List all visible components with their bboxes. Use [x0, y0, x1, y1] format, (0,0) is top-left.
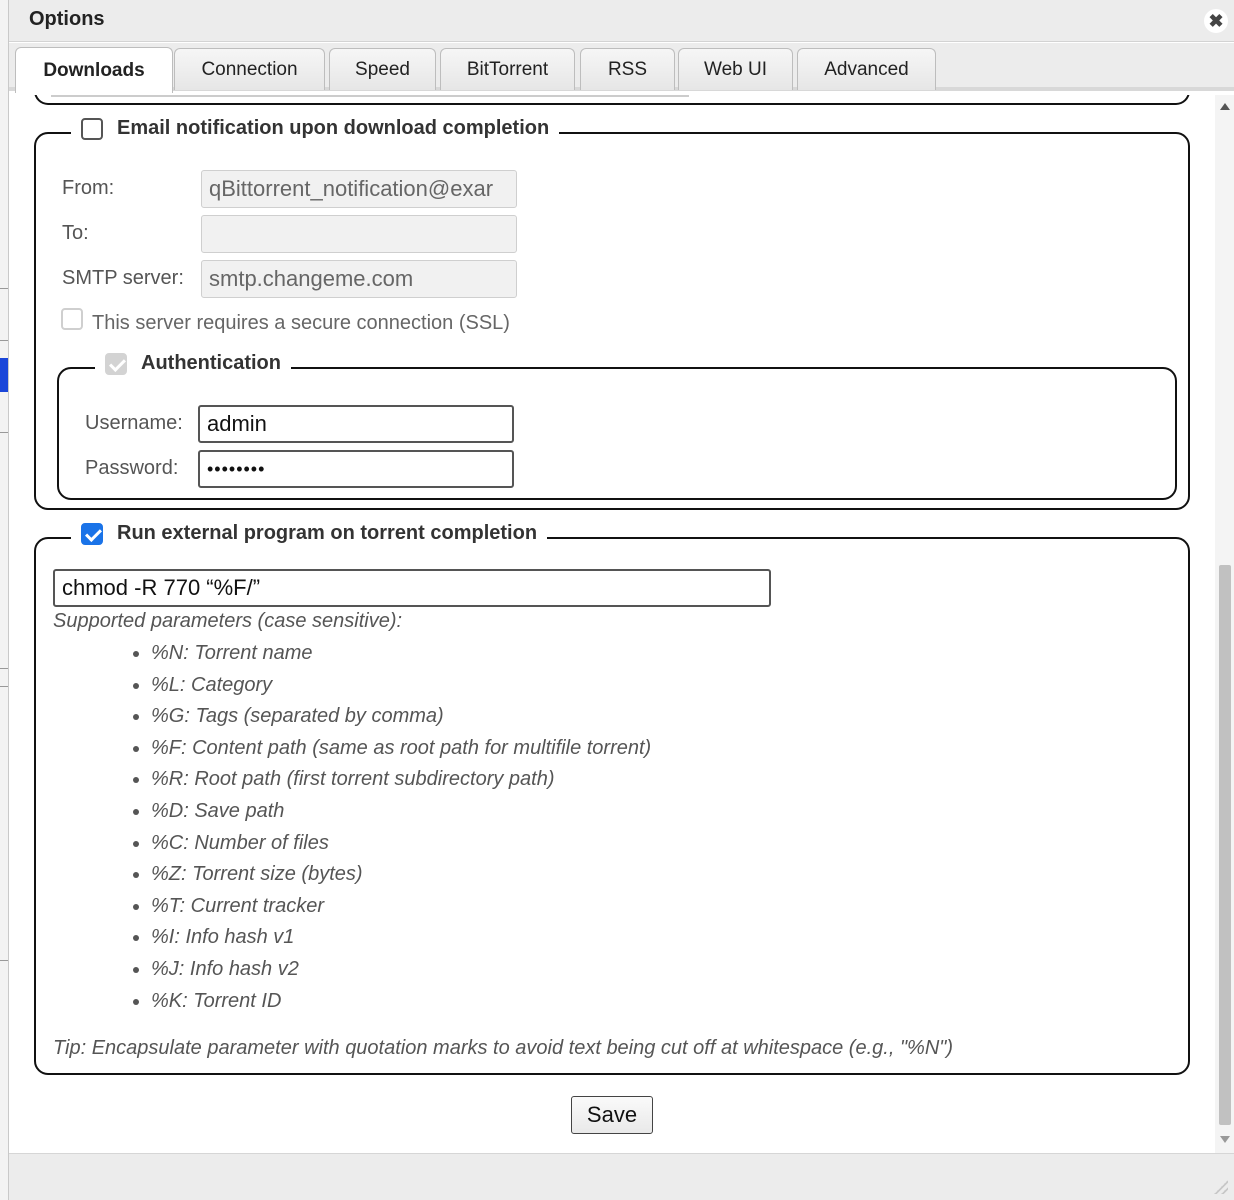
supported-parameters-heading: Supported parameters (case sensitive): — [53, 610, 403, 632]
authentication-checkbox[interactable] — [105, 353, 127, 375]
external-program-command-field[interactable]: chmod -R 770 “%F/” — [53, 569, 771, 607]
close-button[interactable] — [1204, 9, 1228, 33]
tab-speed[interactable]: Speed — [329, 48, 436, 90]
username-field[interactable]: admin — [198, 405, 514, 443]
resize-grip-icon[interactable] — [1214, 1180, 1228, 1194]
parameter-item: • %G: Tags (separated by comma) — [151, 701, 651, 733]
parameter-item: • %T: Current tracker — [151, 891, 651, 923]
scroll-up-arrow-icon[interactable] — [1220, 103, 1230, 110]
options-content — [9, 95, 1215, 1153]
quotation-tip: Tip: Encapsulate parameter with quotation marks to avoid text being cut off at whitespace (e.g., "%N") — [53, 1037, 954, 1059]
scroll-down-arrow-icon[interactable] — [1220, 1136, 1230, 1143]
tab-downloads[interactable]: Downloads — [15, 47, 173, 93]
parameter-item: • %C: Number of files — [151, 828, 651, 860]
parameter-item: • %F: Content path (same as root path for multifile torrent) — [151, 733, 651, 765]
parameter-item: • %D: Save path — [151, 796, 651, 828]
ssl-label: This server requires a secure connection (SSL) — [92, 312, 510, 334]
parameter-item: • %N: Torrent name — [151, 638, 651, 670]
supported-parameters-list — [113, 638, 651, 1017]
parameter-item: • %R: Root path (first torrent subdirectory path) — [151, 764, 651, 796]
run-external-checkbox[interactable] — [81, 523, 103, 545]
smtp-server-label: SMTP server: — [62, 267, 184, 289]
smtp-server-field[interactable]: smtp.changeme.com — [201, 260, 517, 298]
tab-web-ui[interactable]: Web UI — [678, 48, 793, 90]
tab-rss[interactable]: RSS — [580, 48, 675, 90]
tab-bar — [9, 43, 1234, 91]
dialog-footer — [9, 1153, 1234, 1200]
from-field[interactable]: qBittorrent_notification@exar — [201, 170, 517, 208]
run-external-title: Run external program on torrent completion — [117, 522, 538, 544]
parameter-item: • %L: Category — [151, 670, 651, 702]
dialog-title: Options — [29, 8, 105, 30]
parameter-item: • %K: Torrent ID — [151, 986, 651, 1018]
tab-connection[interactable]: Connection — [174, 48, 325, 90]
title-bar[interactable] — [9, 0, 1234, 42]
password-field[interactable]: •••••••• — [198, 450, 514, 488]
authentication-legend — [95, 352, 291, 375]
parameter-item: • %J: Info hash v2 — [151, 954, 651, 986]
parameter-item: • %I: Info hash v1 — [151, 922, 651, 954]
username-label: Username: — [85, 412, 183, 434]
parameter-item: • %Z: Torrent size (bytes) — [151, 859, 651, 891]
from-label: From: — [62, 177, 115, 199]
vertical-scrollbar[interactable] — [1215, 95, 1234, 1153]
run-external-legend — [71, 522, 547, 545]
password-label: Password: — [85, 457, 179, 479]
save-button[interactable]: Save — [571, 1096, 653, 1134]
options-dialog — [8, 0, 1234, 1200]
to-label: To: — [62, 222, 89, 244]
email-notification-title: Email notification upon download completion — [117, 117, 550, 139]
authentication-title: Authentication — [141, 352, 281, 374]
to-field[interactable] — [201, 215, 517, 253]
tab-bittorrent[interactable]: BitTorrent — [440, 48, 575, 90]
ssl-checkbox[interactable] — [61, 308, 83, 330]
tab-advanced[interactable]: Advanced — [797, 48, 936, 90]
email-notification-checkbox[interactable] — [81, 118, 103, 140]
email-notification-legend — [71, 117, 559, 140]
close-icon: ✖ — [1208, 11, 1224, 31]
previous-section-scroll-remnant — [51, 95, 689, 97]
scrollbar-thumb[interactable] — [1219, 565, 1231, 1125]
